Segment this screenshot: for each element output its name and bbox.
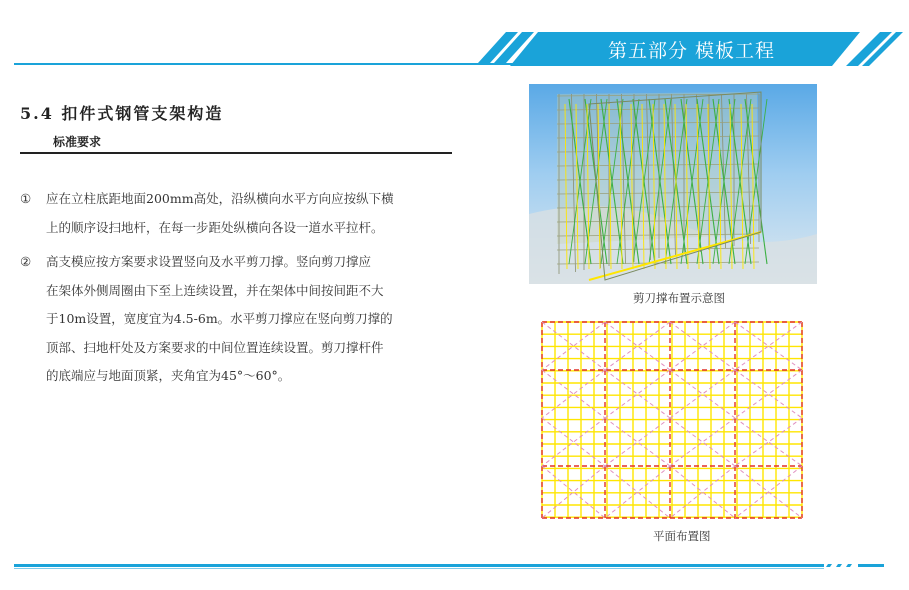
text-line: 于10m设置，宽度宜为4.5-6m。水平剪刀撑应在竖向剪刀撑的	[46, 311, 393, 327]
sub-heading: 标准要求	[53, 135, 102, 149]
footer-bar	[0, 556, 909, 576]
heading-divider	[20, 152, 452, 154]
text-line: 高支模应按方案要求设置竖向及水平剪刀撑。竖向剪刀撑应	[46, 254, 372, 269]
plan-caption: 平面布置图	[653, 529, 711, 543]
requirement-item-2	[20, 248, 460, 391]
item-number: ②	[20, 254, 32, 269]
bracing-render-image	[529, 84, 817, 284]
text-line: 上的顺序设扫地杆，在每一步距处纵横向各设一道水平拉杆。	[46, 219, 384, 235]
render-caption: 剪刀撑布置示意图	[633, 291, 725, 305]
plan-layout-image	[537, 318, 807, 522]
section-title: 第五部分 模板工程	[608, 40, 776, 62]
text-line: 应在立柱底距地面200mm高处，沿纵横向水平方向应按纵下横	[46, 191, 394, 206]
text-line: 顶部、扫地杆处及方案要求的中间位置连续设置。剪刀撑杆件	[46, 339, 384, 355]
text-line: 在架体外侧周圈由下至上连续设置，并在架体中间按间距不大	[46, 282, 384, 298]
requirement-item-1	[20, 185, 460, 242]
text-line: 的底端应与地面顶紧，夹角宜为45°～60°。	[46, 368, 291, 384]
page-heading: 5.4 扣件式钢管支架构造	[20, 104, 224, 123]
item-number: ①	[20, 191, 32, 206]
